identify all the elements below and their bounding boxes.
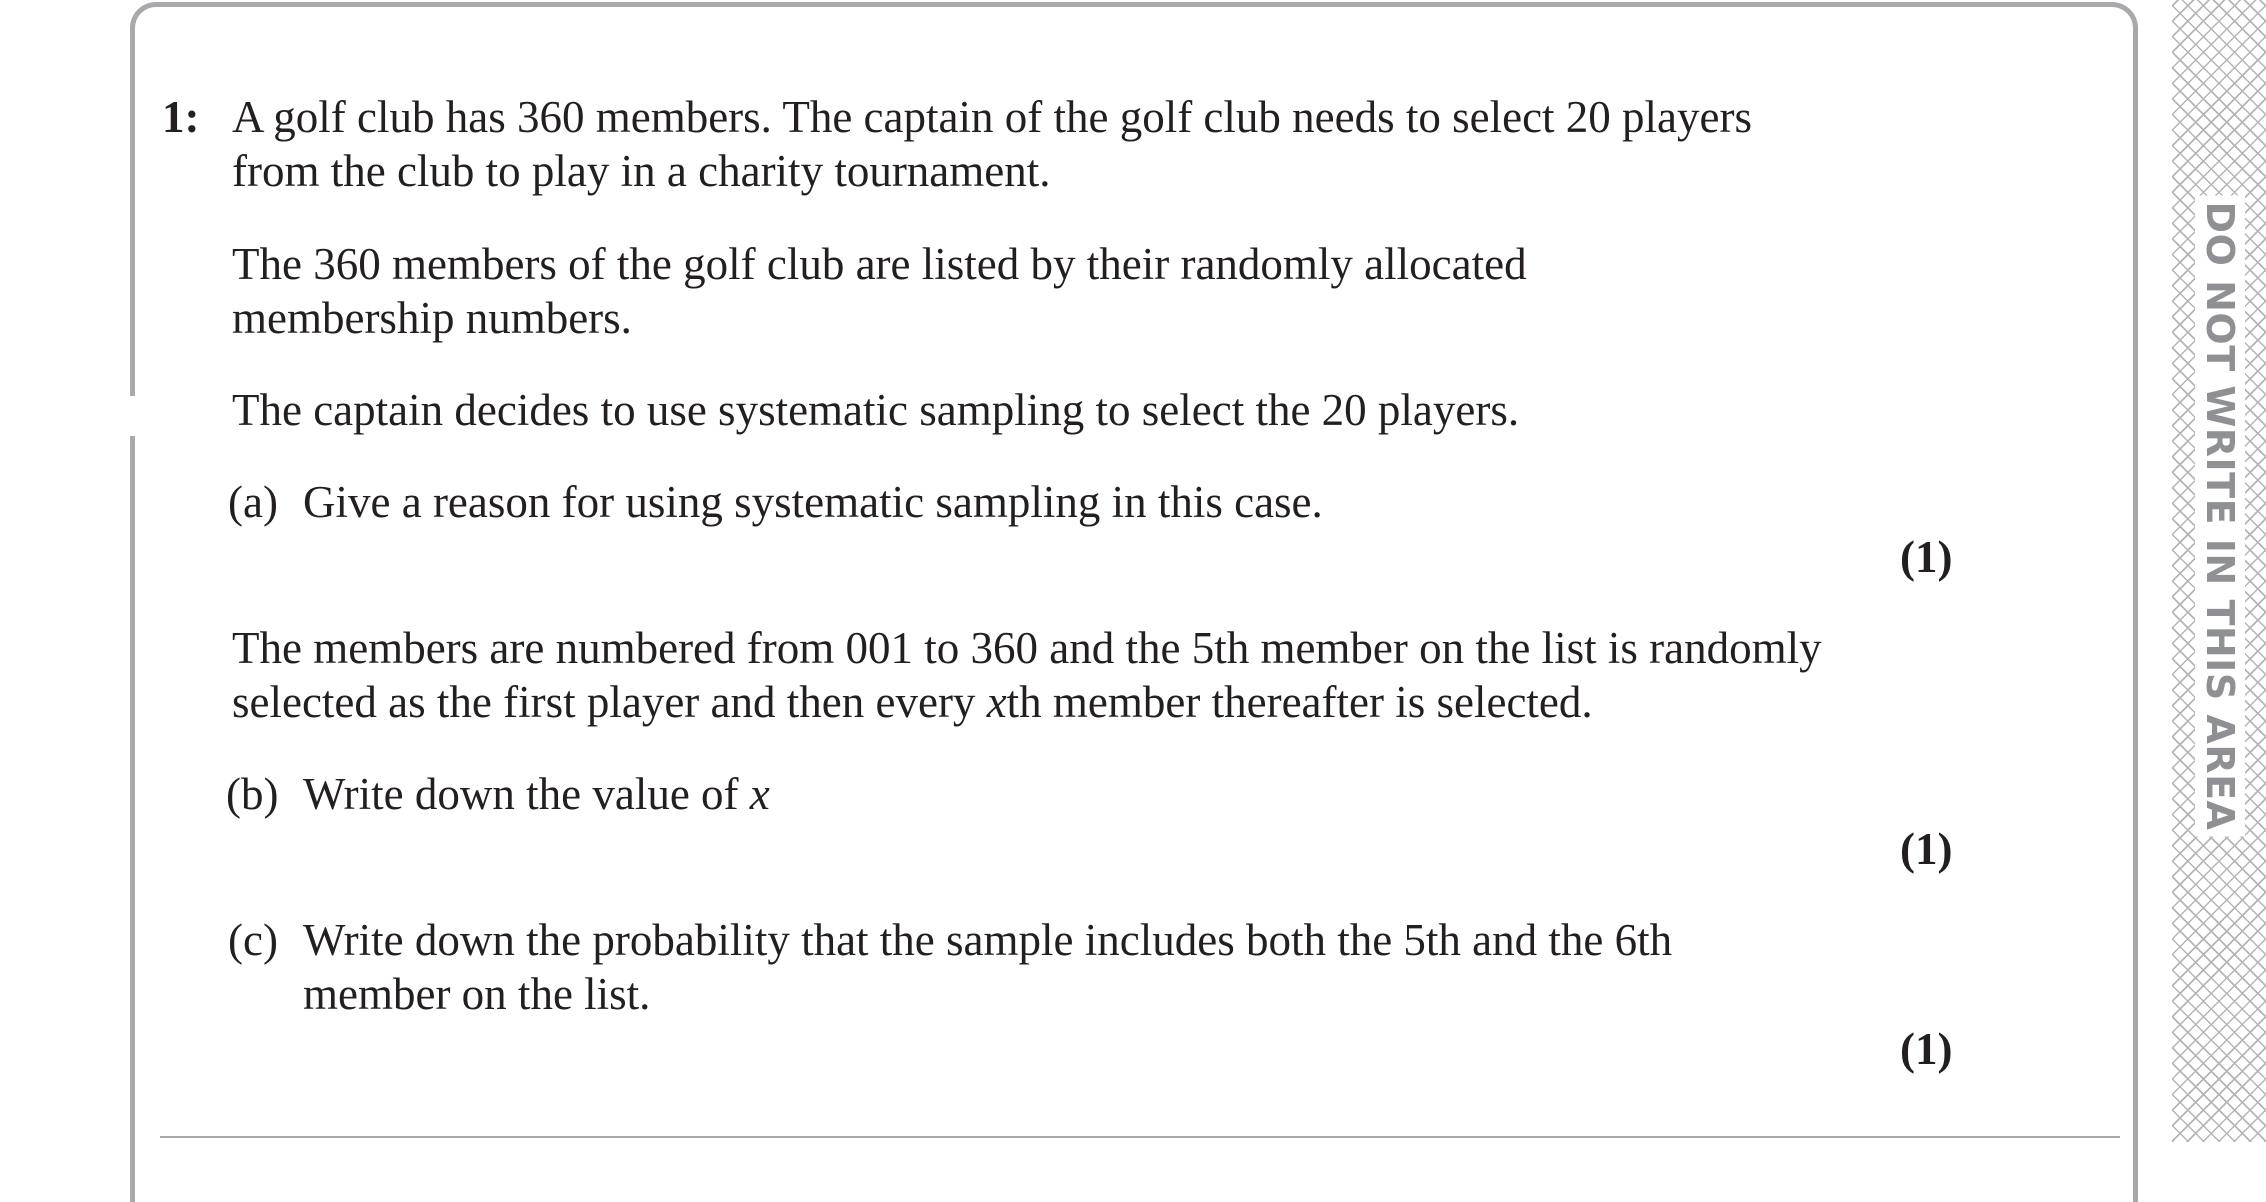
info-line-2 — [232, 675, 1593, 729]
part-c-line-1: Write down the probability that the sample includes both the 5th and the 6th — [303, 915, 1673, 965]
question-paragraph-2-line-1: The 360 members of the golf club are listed by their randomly allocated — [232, 239, 1527, 289]
question-number: 1: — [162, 92, 200, 142]
part-b-text-main: Write down the value of — [303, 769, 750, 819]
part-a-text: Give a reason for using systematic sampling in this case. — [303, 477, 1323, 527]
part-b-variable-x: x — [749, 769, 770, 819]
question-intro-line-1: A golf club has 360 members. The captain of the golf club needs to select 20 players — [232, 92, 1753, 142]
info-line-1: The members are numbered from 001 to 360 and the 5th member on the list is randomly — [232, 623, 1822, 673]
part-b-text — [303, 767, 770, 821]
margin-warning-label: DO NOT WRITE IN THIS AREA — [2195, 196, 2245, 837]
question-paragraph-3: The captain decides to use systematic sampling to select the 20 players. — [232, 385, 1520, 435]
variable-x: x — [986, 677, 1007, 727]
answer-separator-line — [160, 1136, 2120, 1138]
info-line-2-after: th member thereafter is selected. — [1006, 677, 1593, 727]
part-c-label: (c) — [228, 915, 278, 965]
part-b-label: (b) — [226, 769, 279, 819]
question-paragraph-2-line-2: membership numbers. — [232, 293, 632, 343]
part-a-label: (a) — [228, 477, 278, 527]
question-intro-line-2: from the club to play in a charity tournament. — [232, 146, 1051, 196]
info-line-2-before: selected as the first player and then every — [232, 677, 987, 727]
part-b-marks: (1) — [1900, 824, 1953, 874]
frame-gap — [125, 396, 141, 436]
part-c-line-2: member on the list. — [303, 969, 651, 1019]
part-c-marks: (1) — [1900, 1024, 1953, 1074]
part-a-marks: (1) — [1900, 532, 1953, 582]
